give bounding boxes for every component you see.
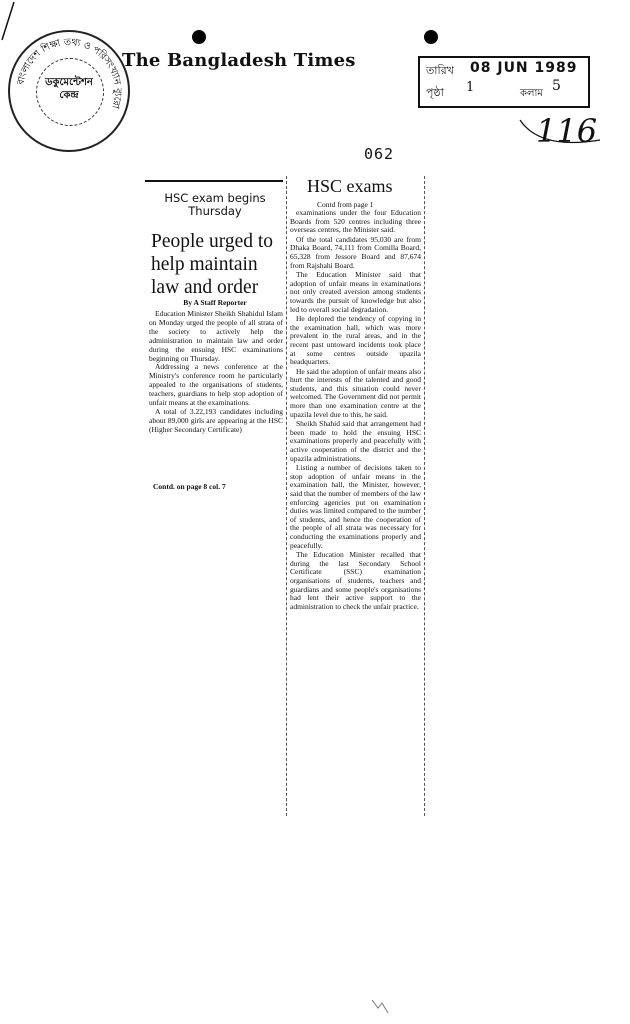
stamp-date: 08 JUN 1989 <box>470 60 578 76</box>
paragraph: The Education Minister recalled that during the last Secondary School Certificate (SSC) examination organisations of students, teachers and guardians and some people's organisations had lent their active support to the administration to check the unfair practice. <box>290 550 421 611</box>
seal-center-text: ডকুমেন্টেশন কেন্দ্র <box>45 77 93 101</box>
clipping-body <box>149 310 283 435</box>
paragraph: Addressing a news conference at the Ministry's conference room he particularly appealed to the organisations of students, teachers, guardians to help stop adoption of unfair means at the examinations. <box>149 362 283 408</box>
column-handwritten: 5 <box>552 78 561 94</box>
clipping-title: HSC exams <box>307 176 393 196</box>
page-handwritten: 1 <box>466 80 475 95</box>
paragraph: Education Minister Sheikh Shahidul Islam on Monday urged the people of all strata of the society to actively help the administration to maintain law and order during the ensuing HSC examinations beginning on Thursday. <box>149 309 283 363</box>
continued-from-note: Contd from page 1 <box>317 200 374 209</box>
paragraph: Listing a number of decisions taken to stop adoption of unfair means in the examination hall, the Minister, however, said that the number of members of the law enforcing agencies put on examination duties was limited compared to the number of students, and hence the cooperation of the people of all strata was necessary for conducting the examinations properly and peacefully. <box>290 463 421 550</box>
paragraph: A total of 3.22,193 candidates including about 89,000 girls are appearing at the HSC (Higher Secondary Certificate) <box>149 406 283 434</box>
date-stamp <box>418 56 590 108</box>
paragraph: Sheikh Shahid said that arrangement had been made to hold the ensuing HSC examinations properly and peacefully with active cooperation of the district and the upazila administrations. <box>290 419 421 463</box>
news-clipping-front <box>145 180 283 500</box>
clipping-kicker: HSC exam begins Thursday <box>164 191 266 218</box>
continued-note: Contd. on page 8 col. 7 <box>153 482 226 491</box>
paragraph: The Education Minister said that adoption of unfair means in examinations not only created aversion among students towards the pursuit of knowledge but also led to overall social degradation. <box>290 270 421 314</box>
clipping-byline: By A Staff Reporter <box>183 298 247 307</box>
paragraph: He said the adoption of unfair means also hurt the interests of the talented and good students, and this situation could never welcomed. The Government did not permit more than one examination centre at the upazila level due to this, he said. <box>290 366 421 419</box>
handwritten-number: 116 <box>536 112 598 150</box>
news-clipping-continuation <box>286 176 425 816</box>
newspaper-masthead: The Bangladesh Times <box>122 50 356 71</box>
paragraph: He deplored the tendency of copying in the examination hall, which was more prevalent in the rural areas, and in the recent past untoward incidents took place at some centres outside upazila headquarters. <box>290 314 421 367</box>
page-label: পৃষ্ঠা <box>426 86 444 99</box>
page-number: 062 <box>364 145 395 163</box>
column-label: কলাম <box>520 88 543 99</box>
date-label: তারিখ <box>426 64 454 77</box>
paragraph: examinations under the four Education Boards from 520 centres including three overseas centres, the Minister said. <box>290 208 421 235</box>
seal-ring-text: বাংলাদেশ শিক্ষা তথ্য ও পরিসংখ্যান ব্যুরো <box>15 36 124 110</box>
documentation-seal <box>8 30 130 152</box>
clipping-body <box>290 209 421 612</box>
paragraph: Of the total candidates 95,030 are from Dhaka Board, 74,111 from Comilla Board, 65,328 from Jessore Board and 87,674 from Rajshahi Board. <box>290 234 421 270</box>
clipping-headline: People urged to help maintain law and order <box>151 231 274 298</box>
